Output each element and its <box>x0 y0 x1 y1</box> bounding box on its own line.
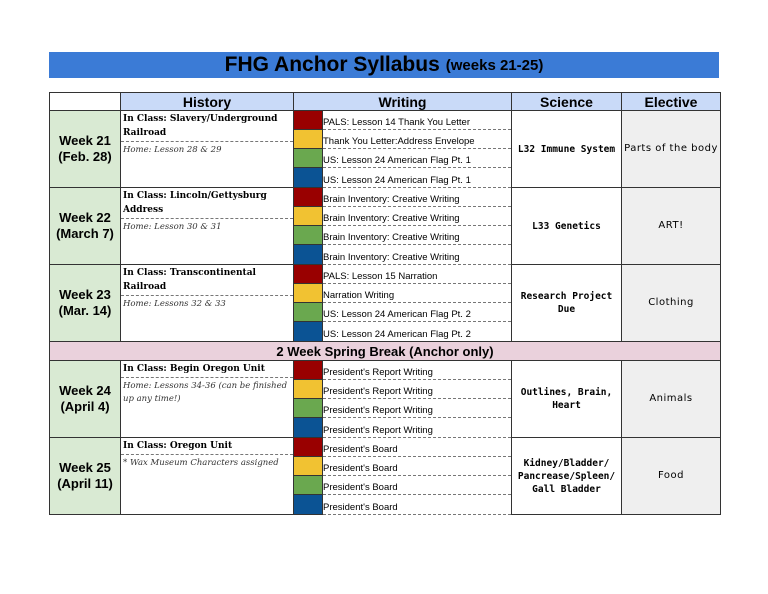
writing-item: Thank You Letter:Address Envelope <box>323 130 512 149</box>
week-date: (April 11) <box>57 476 113 491</box>
week-number: Week 24 <box>59 383 111 398</box>
history-inclass: In Class: Oregon Unit <box>123 441 233 451</box>
syllabus-table <box>49 92 721 515</box>
history-inclass: In Class: Transcontinental Railroad <box>123 268 256 292</box>
week-date: (Feb. 28) <box>58 149 112 164</box>
writing-item: President's Report Writing <box>323 418 512 438</box>
history-cell <box>121 361 294 438</box>
history-cell <box>121 111 294 188</box>
writing-item: US: Lesson 24 American Flag Pt. 2 <box>323 303 512 322</box>
color-swatch-yellow <box>294 207 323 226</box>
color-swatch-green <box>294 226 323 245</box>
science-cell: L32 Immune System <box>512 111 622 188</box>
week-date: (Mar. 14) <box>58 303 112 318</box>
week-date: (April 4) <box>60 399 110 414</box>
week-number: Week 23 <box>59 287 111 302</box>
color-swatch-green <box>294 149 323 168</box>
writing-item: President's Report Writing <box>323 380 512 399</box>
elective-cell: Clothing <box>622 265 721 342</box>
week-number: Week 21 <box>59 133 111 148</box>
week-number: Week 25 <box>59 460 111 475</box>
writing-item: Narration Writing <box>323 284 512 303</box>
header-writing: Writing <box>294 93 512 111</box>
color-swatch-yellow <box>294 284 323 303</box>
color-swatch-green <box>294 303 323 322</box>
history-home: Home: Lessons 32 & 33 <box>121 295 293 313</box>
history-inclass: In Class: Lincoln/Gettysburg Address <box>123 191 267 215</box>
science-cell: Kidney/Bladder/ Pancrease/Spleen/ Gall Bladder <box>512 438 622 515</box>
elective-cell: Food <box>622 438 721 515</box>
writing-item: President's Report Writing <box>323 361 512 380</box>
writing-item: US: Lesson 24 American Flag Pt. 2 <box>323 322 512 342</box>
writing-item: President's Board <box>323 476 512 495</box>
header-row <box>50 93 721 111</box>
history-home: * Wax Museum Characters assigned <box>121 454 293 472</box>
writing-item: President's Board <box>323 457 512 476</box>
writing-item: Brain Inventory: Creative Writing <box>323 207 512 226</box>
week-label <box>50 438 121 515</box>
week-number: Week 22 <box>59 210 111 225</box>
color-swatch-green <box>294 476 323 495</box>
header-blank <box>50 93 121 111</box>
history-cell <box>121 265 294 342</box>
history-inclass: In Class: Begin Oregon Unit <box>123 364 265 374</box>
header-history: History <box>121 93 294 111</box>
writing-item: President's Board <box>323 495 512 515</box>
page-title: FHG Anchor Syllabus <box>224 53 440 76</box>
color-swatch-blue <box>294 168 323 188</box>
writing-item: US: Lesson 24 American Flag Pt. 1 <box>323 149 512 168</box>
writing-item: PALS: Lesson 15 Narration <box>323 265 512 284</box>
color-swatch-yellow <box>294 457 323 476</box>
history-inclass: In Class: Slavery/Underground Railroad <box>123 114 278 138</box>
color-swatch-yellow <box>294 380 323 399</box>
week-label <box>50 361 121 438</box>
spring-break-label: 2 Week Spring Break (Anchor only) <box>50 342 721 361</box>
color-swatch-blue <box>294 418 323 438</box>
elective-cell: ART! <box>622 188 721 265</box>
history-home: Home: Lessons 34-36 (can be finished up any time!) <box>121 377 293 408</box>
color-swatch-red <box>294 438 323 457</box>
table-row <box>50 361 721 380</box>
page-subtitle: (weeks 21-25) <box>445 56 544 74</box>
header-elective: Elective <box>622 93 721 111</box>
elective-cell: Parts of the body <box>622 111 721 188</box>
history-home: Home: Lesson 28 & 29 <box>121 141 293 159</box>
writing-item: Brain Inventory: Creative Writing <box>323 245 512 265</box>
writing-item: Brain Inventory: Creative Writing <box>323 226 512 245</box>
week-label <box>50 265 121 342</box>
writing-item: President's Report Writing <box>323 399 512 418</box>
week-label <box>50 188 121 265</box>
writing-item: US: Lesson 24 American Flag Pt. 1 <box>323 168 512 188</box>
science-cell: L33 Genetics <box>512 188 622 265</box>
break-row <box>50 342 721 361</box>
color-swatch-blue <box>294 322 323 342</box>
history-cell <box>121 438 294 515</box>
week-date: (March 7) <box>56 226 114 241</box>
title-banner <box>49 52 719 78</box>
table-row <box>50 111 721 130</box>
color-swatch-red <box>294 361 323 380</box>
writing-item: PALS: Lesson 14 Thank You Letter <box>323 111 512 130</box>
color-swatch-blue <box>294 245 323 265</box>
history-cell <box>121 188 294 265</box>
history-home: Home: Lesson 30 & 31 <box>121 218 293 236</box>
header-science: Science <box>512 93 622 111</box>
week-label <box>50 111 121 188</box>
color-swatch-red <box>294 265 323 284</box>
color-swatch-red <box>294 111 323 130</box>
color-swatch-yellow <box>294 130 323 149</box>
writing-item: Brain Inventory: Creative Writing <box>323 188 512 207</box>
color-swatch-green <box>294 399 323 418</box>
color-swatch-blue <box>294 495 323 515</box>
science-cell: Research Project Due <box>512 265 622 342</box>
table-row <box>50 188 721 207</box>
elective-cell: Animals <box>622 361 721 438</box>
writing-item: President's Board <box>323 438 512 457</box>
table-row <box>50 438 721 457</box>
color-swatch-red <box>294 188 323 207</box>
table-row <box>50 265 721 284</box>
science-cell: Outlines, Brain, Heart <box>512 361 622 438</box>
